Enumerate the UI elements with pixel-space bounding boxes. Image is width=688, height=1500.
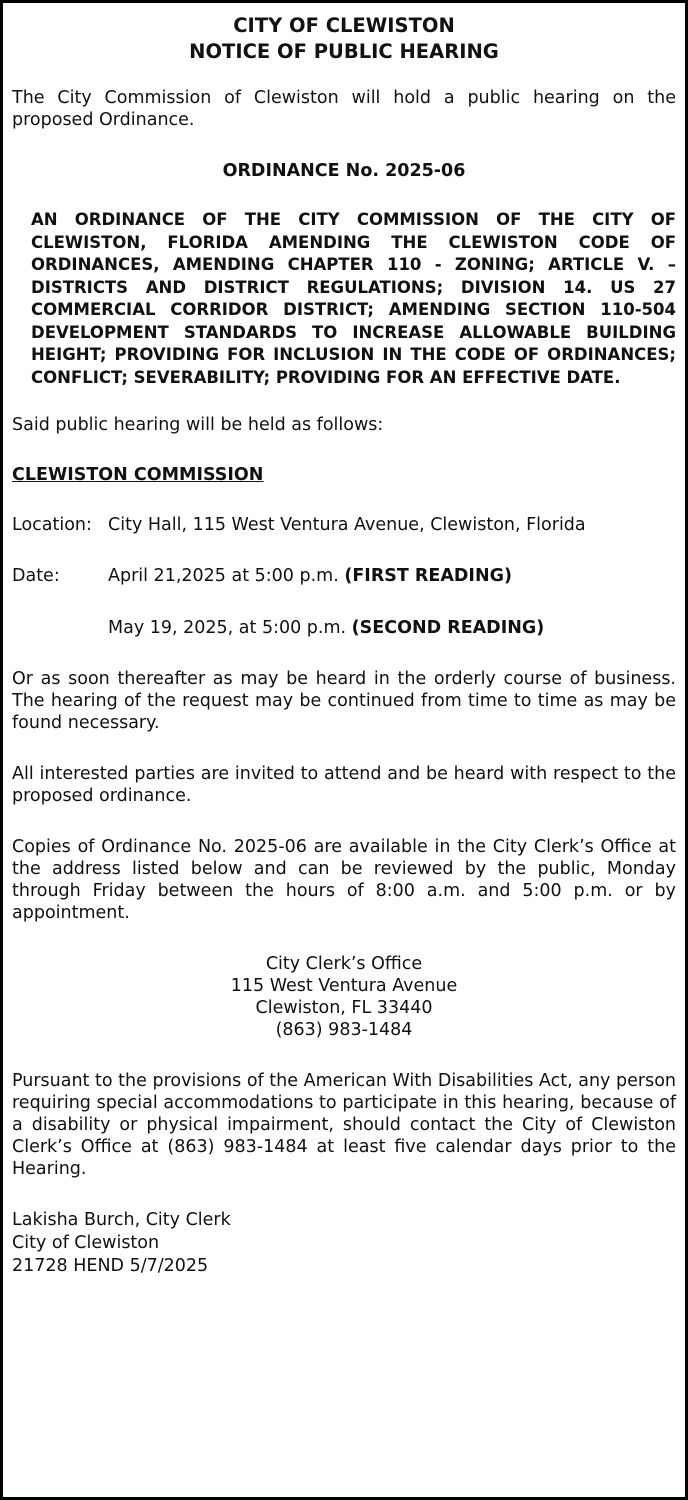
commission-heading: CLEWISTON COMMISSION	[12, 465, 264, 485]
signature-ref: 21728 HEND 5/7/2025	[12, 1256, 209, 1276]
first-reading-tag: (FIRST READING)	[344, 566, 512, 586]
address-city: Clewiston, FL 33440	[255, 998, 433, 1018]
signature-block	[12, 1209, 676, 1278]
second-reading-date: May 19, 2025, at 5:00 p.m.	[108, 618, 347, 638]
first-reading	[108, 565, 676, 587]
notice-title: NOTICE OF PUBLIC HEARING	[189, 40, 499, 63]
ordinance-title: AN ORDINANCE OF THE CITY COMMISSION OF THE CITY OF CLEWISTON, FLORIDA AMENDING THE CLEWISTON CODE OF ORDINANCES, AMENDING CHAPTER 110 - ZONING; ARTICLE V. – DISTRICTS AND DISTRICT REGULATIONS; DIVISION 14. US 27 COMMERCIAL CORRIDOR DISTRICT; AMENDING SECTION 110-504 DEVELOPMENT STANDARDS TO INCREASE ALLOWABLE BUILDING HEIGHT; PROVIDING FOR INCLUSION IN THE CODE OF ORDINANCES; CONFLICT; SEVERABILITY; PROVIDING FOR AN EFFECTIVE DATE.	[31, 210, 676, 387]
clerk-address	[12, 953, 676, 1041]
intro-paragraph: The City Commission of Clewiston will hold a public hearing on the proposed Ordinance.	[12, 88, 676, 130]
first-date-row	[12, 565, 676, 587]
city-title: CITY OF CLEWISTON	[233, 14, 455, 37]
ordinance-number: ORDINANCE No. 2025-06	[222, 161, 466, 181]
location-label: Location:	[12, 515, 92, 535]
date-label: Date:	[12, 566, 60, 586]
ada-paragraph: Pursuant to the provisions of the American With Disabilities Act, any person requiring special accommodations to participate in this hearing, because of a disability or physical impairment, should contact the City of Clewiston Clerk’s Office at (863) 983-1484 at least five calendar days prior to the Hearing.	[12, 1071, 676, 1179]
second-date-row	[12, 617, 676, 639]
address-office: City Clerk’s Office	[265, 954, 423, 974]
first-reading-date: April 21,2025 at 5:00 p.m.	[108, 566, 339, 586]
held-as-follows: Said public hearing will be held as follows:	[12, 415, 384, 435]
invitation-paragraph: All interested parties are invited to attend and be heard with respect to the proposed ordinance.	[12, 764, 676, 806]
signature-org: City of Clewiston	[12, 1233, 160, 1253]
second-reading-tag: (SECOND READING)	[351, 618, 545, 638]
location-row	[12, 514, 676, 536]
address-phone: (863) 983-1484	[275, 1020, 413, 1040]
location-value: City Hall, 115 West Ventura Avenue, Clewiston, Florida	[108, 515, 586, 535]
address-street: 115 West Ventura Avenue	[230, 976, 458, 996]
continuation-paragraph: Or as soon thereafter as may be heard in the orderly course of business. The hearing of the request may be continued from time to time as may be found necessary.	[12, 669, 676, 733]
signature-name: Lakisha Burch, City Clerk	[12, 1210, 231, 1230]
second-reading	[108, 617, 676, 639]
notice-body	[12, 13, 676, 1278]
copies-paragraph: Copies of Ordinance No. 2025-06 are available in the City Clerk’s Office at the address listed below and can be reviewed by the public, Monday through Friday between the hours of 8:00 a.m. and 5:00 p.m. or by appointment.	[12, 837, 676, 923]
